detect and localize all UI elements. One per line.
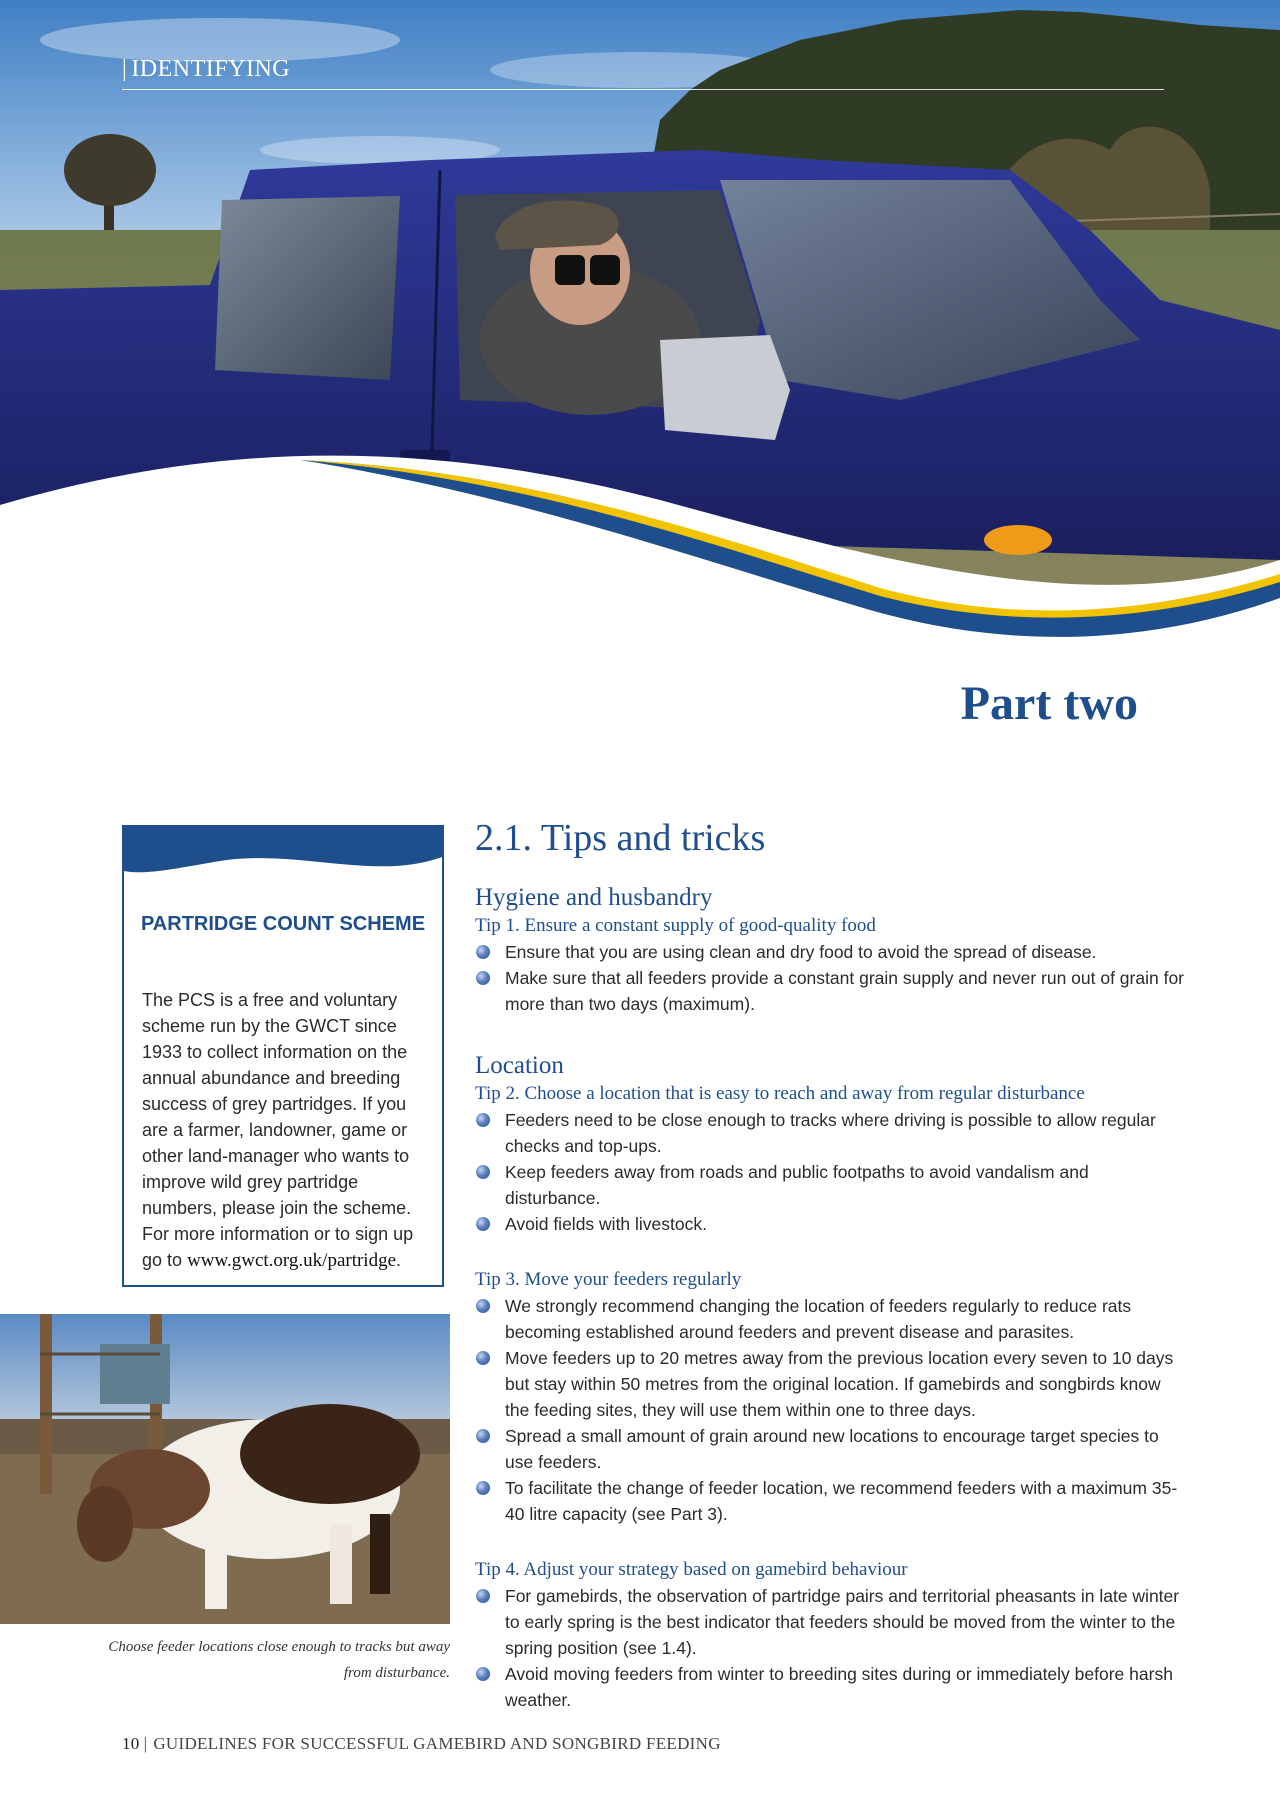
part-title: Part two xyxy=(960,677,1138,730)
bullet-icon xyxy=(476,1351,490,1365)
list-item xyxy=(475,1107,1185,1159)
list-item xyxy=(475,965,1185,1017)
bullet-icon xyxy=(476,1589,490,1603)
list-item-text: Spread a small amount of grain around new locations to encourage target species to use feeders. xyxy=(505,1426,1159,1472)
tip-title: Tip 4. Adjust your strategy based on gamebird behaviour xyxy=(475,1559,908,1580)
main-content xyxy=(475,815,1185,1713)
list-item xyxy=(475,1661,1185,1713)
list-item xyxy=(475,1159,1185,1211)
sidebar-title: PARTRIDGE COUNT SCHEME xyxy=(140,913,426,935)
dog-photo xyxy=(0,1314,450,1624)
dog-at-feeder-image xyxy=(0,1314,450,1624)
page-number: 10 xyxy=(122,1734,140,1753)
list-item-text: Avoid moving feeders from winter to breeding sites during or immediately before harsh weather. xyxy=(505,1664,1173,1710)
footer-separator: | xyxy=(143,1734,148,1753)
section-name: IDENTIFYING xyxy=(131,56,291,82)
tip-list xyxy=(475,1293,1185,1527)
tip-list xyxy=(475,939,1185,1017)
list-item-text: Ensure that you are using clean and dry food to avoid the spread of disease. xyxy=(505,942,1097,962)
bullet-icon xyxy=(476,945,490,959)
tip-list xyxy=(475,1107,1185,1237)
bullet-icon xyxy=(476,1165,490,1179)
sidebar-text: The PCS is a free and voluntary scheme run by the GWCT since 1933 to collect information on the annual abundance and breeding success of grey partridges. If you are a farmer, landowner, game or other land-manager who wants to improve wild grey partridge numbers, please join the scheme. For more information or to sign up go to xyxy=(142,990,414,1270)
section-label xyxy=(122,56,1164,90)
list-item-text: For gamebirds, the observation of partridge pairs and territorial pheasants in late winter to early spring is the best indicator that feeders should be moved from the winter to the spring position (see 1.4). xyxy=(505,1586,1180,1658)
list-item-text: Feeders need to be close enough to tracks where driving is possible to allow regular checks and top-ups. xyxy=(505,1110,1156,1156)
main-heading: 2.1. Tips and tricks xyxy=(475,817,766,859)
section-title-location: Location xyxy=(475,1052,564,1079)
box-wave-header xyxy=(124,827,442,887)
list-item-text: To facilitate the change of feeder location, we recommend feeders with a maximum 35-40 litre capacity (see Part 3). xyxy=(505,1478,1178,1524)
bullet-icon xyxy=(476,1113,490,1127)
list-item xyxy=(475,1293,1185,1345)
section-separator: | xyxy=(122,56,128,82)
bullet-icon xyxy=(476,1481,490,1495)
bullet-icon xyxy=(476,1217,490,1231)
tip-title: Tip 3. Move your feeders regularly xyxy=(475,1269,742,1290)
list-item xyxy=(475,1211,1185,1237)
tip-title: Tip 1. Ensure a constant supply of good-quality food xyxy=(475,915,876,936)
partridge-count-scheme-box xyxy=(122,825,444,1287)
bullet-icon xyxy=(476,1299,490,1313)
list-item-text: Avoid fields with livestock. xyxy=(505,1214,707,1234)
list-item-text: Make sure that all feeders provide a constant grain supply and never run out of grain for more than two days (maximum). xyxy=(505,968,1185,1014)
tip-title: Tip 2. Choose a location that is easy to reach and away from regular disturbance xyxy=(475,1083,1085,1104)
truck-observer-image xyxy=(0,0,1280,660)
sidebar-link-suffix: . xyxy=(396,1250,402,1270)
list-item xyxy=(475,939,1185,965)
sidebar-body xyxy=(142,987,432,1274)
footer-title: GUIDELINES FOR SUCCESSFUL GAMEBIRD AND SONGBIRD FEEDING xyxy=(153,1734,721,1753)
bullet-icon xyxy=(476,971,490,985)
list-item xyxy=(475,1583,1185,1661)
photo-caption: Choose feeder locations close enough to tracks but away from disturbance. xyxy=(108,1639,450,1681)
list-item-text: Keep feeders away from roads and public footpaths to avoid vandalism and disturbance. xyxy=(505,1162,1089,1208)
hero-photo xyxy=(0,0,1280,660)
pcs-link[interactable]: www.gwct.org.uk/partridge xyxy=(187,1250,397,1271)
list-item xyxy=(475,1475,1185,1527)
list-item xyxy=(475,1423,1185,1475)
section-title-hygiene: Hygiene and husbandry xyxy=(475,884,713,911)
tip-list xyxy=(475,1583,1185,1713)
bullet-icon xyxy=(476,1667,490,1681)
list-item xyxy=(475,1345,1185,1423)
bullet-icon xyxy=(476,1429,490,1443)
page-footer xyxy=(122,1734,721,1754)
list-item-text: Move feeders up to 20 metres away from the previous location every seven to 10 days but stay within 50 metres from the original location. If gamebirds and songbirds know the feeding sites, they will use them within one to three days. xyxy=(505,1348,1174,1420)
list-item-text: We strongly recommend changing the location of feeders regularly to reduce rats becoming established around feeders and prevent disease and parasites. xyxy=(505,1296,1132,1342)
